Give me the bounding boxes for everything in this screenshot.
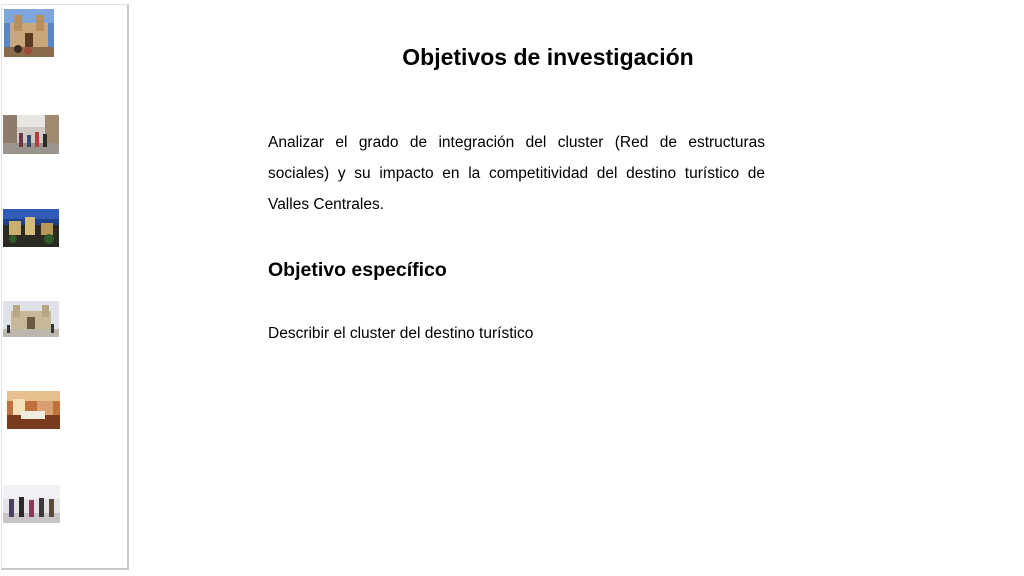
slide-title: Objetivos de investigación — [402, 44, 694, 70]
street-crowd-photo-icon — [3, 115, 59, 154]
church-photo-icon — [4, 9, 54, 57]
cathedral-plaza-photo-icon — [3, 301, 59, 337]
hotel-room-photo-icon — [7, 391, 60, 429]
night-city-photo-icon — [3, 209, 59, 247]
people-walking-photo-icon — [3, 485, 60, 523]
photo-sidebar — [1, 4, 129, 570]
research-objective-text: Analizar el grado de integración del cluster (Red de estructuras sociales) y su impacto en la competitividad del destino turístico de Valles Centrales. — [268, 134, 765, 213]
specific-objective-heading: Objetivo específico — [268, 259, 447, 281]
specific-objective-text: Describir el cluster del destino turístico — [268, 325, 534, 342]
